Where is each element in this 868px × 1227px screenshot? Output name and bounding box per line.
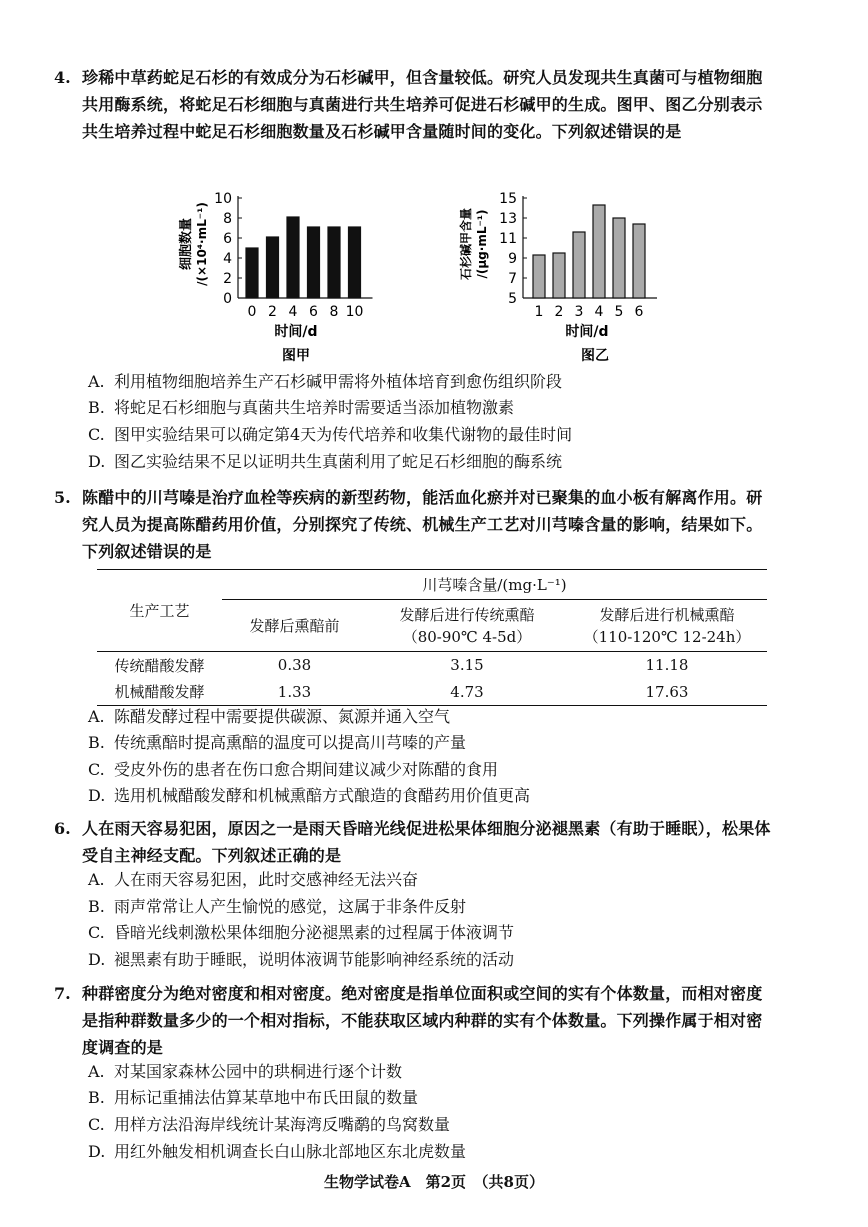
- option-label: A.: [88, 870, 105, 889]
- option-text: 褪黑素有助于睡眠，说明体液调节能影响神经系统的活动: [114, 950, 515, 969]
- option-d: [88, 1141, 466, 1163]
- chart-cell-count: [170, 188, 400, 368]
- row-value: 17.63: [645, 682, 689, 701]
- option-label: B.: [88, 398, 105, 417]
- bar-4: [593, 205, 605, 298]
- row-value: 4.73: [450, 682, 484, 701]
- question-number: 5.: [54, 488, 71, 507]
- y-tick-labels: [499, 191, 517, 307]
- option-d: [88, 451, 562, 473]
- x-axis-title: 时间/d: [274, 324, 318, 340]
- option-label: D.: [88, 950, 106, 969]
- chart-bars: [533, 205, 645, 298]
- question-7: [56, 980, 776, 1061]
- bar-0: [246, 248, 258, 298]
- option-text: 用样方法沿海岸线统计某海湾反嘴鹬的鸟窝数量: [114, 1115, 451, 1134]
- option-label: C.: [88, 425, 105, 444]
- y-axis-title-line1: 石杉碱甲含量: [459, 207, 473, 281]
- option-text: 图甲实验结果可以确定第4天为传代培养和收集代谢物的最佳时间: [114, 425, 573, 444]
- option-label: C.: [88, 923, 105, 942]
- y-axis-title-line1: 细胞数量: [179, 217, 194, 271]
- y-tick-label: 11: [499, 231, 517, 247]
- bar-8: [328, 227, 340, 298]
- row-value: 3.15: [450, 656, 484, 675]
- option-text: 将蛇足石杉细胞与真菌共生培养时需要适当添加植物激素: [114, 398, 515, 417]
- option-text: 昏暗光线刺激松果体细胞分泌褪黑素的过程属于体液调节: [114, 923, 515, 942]
- y-tick-label: 10: [214, 191, 232, 207]
- option-text: 雨声常常让人产生愉悦的感觉，这属于非条件反射: [114, 897, 467, 916]
- col3-line2: （110-120℃ 12-24h）: [583, 627, 751, 646]
- option-a: [88, 1061, 402, 1083]
- option-label: C.: [88, 760, 105, 779]
- y-tick-label: 6: [223, 231, 232, 247]
- question-number: 6.: [54, 819, 71, 838]
- question-number: 4.: [54, 68, 71, 87]
- bar-10: [349, 227, 361, 298]
- question-stem: 陈醋中的川芎嗪是治疗血栓等疾病的新型药物，能活血化瘀并对已聚集的血小板有解离作用。研究人员为提高陈醋药用价值，分别探究了传统、机械生产工艺对川芎嗪含量的影响，结果如下。下列叙述错误的是: [82, 488, 763, 561]
- option-c: [88, 1114, 450, 1136]
- question-stem: 人在雨天容易犯困，原因之一是雨天昏暗光线促进松果体细胞分泌褪黑素（有助于睡眠），松果体受自主神经支配。下列叙述正确的是: [82, 819, 771, 865]
- y-tick-label: 5: [508, 291, 517, 307]
- question-stem: 珍稀中草药蛇足石杉的有效成分为石杉碱甲，但含量较低。研究人员发现共生真菌可与植物细胞共用酶系统，将蛇足石杉细胞与真菌进行共生培养可促进石杉碱甲的生成。图甲、图乙分别表示共生培养过程中蛇足石杉细胞数量及石杉碱甲含量随时间的变化。下列叙述错误的是: [82, 68, 763, 141]
- option-label: B.: [88, 897, 105, 916]
- x-tick-label: 3: [574, 304, 584, 320]
- x-tick-label: 5: [614, 304, 624, 320]
- table-header-col1: 发酵后熏醅前: [249, 617, 340, 635]
- y-tick-label: 9: [508, 251, 517, 267]
- col2-line2: （80-90℃ 4-5d）: [402, 627, 532, 646]
- y-tick-label: 2: [223, 271, 232, 287]
- option-text: 图乙实验结果不足以证明共生真菌利用了蛇足石杉细胞的酶系统: [114, 452, 563, 471]
- option-c: [88, 759, 498, 781]
- bar-5: [613, 218, 625, 298]
- x-tick-label: 4: [288, 304, 298, 320]
- x-tick-label: 2: [554, 304, 564, 320]
- table-header-process: 生产工艺: [129, 602, 190, 620]
- option-b: [88, 896, 466, 918]
- option-text: 传统熏醅时提高熏醅的温度可以提高川芎嗪的产量: [114, 733, 467, 752]
- row-value: 1.33: [277, 682, 312, 701]
- x-tick-label: 2: [268, 304, 277, 320]
- y-tick-label: 4: [223, 251, 232, 267]
- question-4: [56, 64, 776, 145]
- y-tick-label: 7: [508, 271, 517, 287]
- table-header-row: [97, 570, 767, 600]
- option-label: D.: [88, 1142, 106, 1161]
- option-c: [88, 424, 572, 446]
- option-label: A.: [88, 707, 105, 726]
- y-tick-label: 0: [223, 291, 232, 307]
- row-name: 传统醋酸发酵: [114, 656, 205, 675]
- x-tick-label: 6: [634, 304, 644, 320]
- chart-caption: 图乙: [581, 348, 609, 364]
- chart-huperzine-content: [455, 188, 685, 368]
- bar-3: [573, 232, 585, 298]
- option-c: [88, 922, 514, 944]
- col3-line1: 发酵后进行机械熏醅: [599, 605, 735, 624]
- option-text: 选用机械醋酸发酵和机械熏醅方式酿造的食醋药用价值更高: [114, 786, 531, 805]
- option-d: [88, 949, 514, 971]
- y-axis-title: [178, 202, 209, 286]
- option-text: 人在雨天容易犯困，此时交感神经无法兴奋: [114, 870, 419, 889]
- option-label: B.: [88, 733, 105, 752]
- bar-6: [308, 227, 320, 298]
- y-tick-label: 13: [499, 211, 517, 227]
- y-tick-labels: [214, 191, 232, 307]
- option-text: 受皮外伤的患者在伤口愈合期间建议减少对陈醋的食用: [114, 760, 499, 779]
- table-header-col3: [567, 600, 767, 652]
- option-b: [88, 397, 514, 419]
- question-6: [56, 815, 776, 869]
- y-tick-label: 15: [499, 191, 517, 207]
- option-label: A.: [88, 372, 105, 391]
- bar-1: [533, 255, 545, 298]
- y-tick-label: 8: [223, 211, 232, 227]
- chart-bars: [246, 217, 361, 298]
- bar-2: [267, 237, 279, 298]
- option-a: [88, 706, 450, 728]
- option-text: 对某国家森林公园中的珙桐进行逐个计数: [114, 1062, 403, 1081]
- table-row: [97, 652, 767, 679]
- table-header-group: 川芎嗪含量/(mg·L⁻¹): [222, 570, 767, 600]
- chart-caption: 图甲: [282, 348, 310, 364]
- x-tick-labels: [248, 304, 364, 320]
- x-tick-label: 1: [534, 304, 544, 320]
- y-axis-title: [458, 208, 489, 280]
- option-a: [88, 869, 418, 891]
- option-text: 用红外触发相机调查长白山脉北部地区东北虎数量: [114, 1142, 467, 1161]
- data-table: [97, 569, 767, 706]
- option-b: [88, 732, 466, 754]
- x-tick-labels: [535, 304, 644, 320]
- question-stem: 种群密度分为绝对密度和相对密度。绝对密度是指单位面积或空间的实有个体数量，而相对密度是指种群数量多少的一个相对指标，不能获取区域内种群的实有个体数量。下列操作属于相对密度调查的是: [82, 984, 763, 1057]
- col2-line1: 发酵后进行传统熏醅: [399, 605, 535, 624]
- bar-2: [553, 253, 565, 298]
- bar-6: [633, 224, 645, 298]
- option-label: D.: [88, 452, 106, 471]
- option-label: B.: [88, 1088, 105, 1107]
- x-tick-label: 8: [329, 304, 339, 320]
- option-label: D.: [88, 786, 106, 805]
- option-a: [88, 371, 562, 393]
- option-label: C.: [88, 1115, 105, 1134]
- option-b: [88, 1087, 418, 1109]
- question-5: [56, 484, 776, 565]
- bar-4: [287, 217, 299, 298]
- option-text: 用标记重捕法估算某草地中布氏田鼠的数量: [114, 1088, 419, 1107]
- option-d: [88, 785, 530, 807]
- y-axis-title-line2: /(μg·mL⁻¹): [475, 209, 489, 279]
- y-axis-title-line2: /(×10⁴·mL⁻¹): [195, 202, 209, 286]
- x-tick-label: 6: [309, 304, 318, 320]
- table-row: [97, 679, 767, 706]
- page-footer: 生物学试卷A 第2页 （共8页）: [323, 1173, 544, 1191]
- option-text: 陈醋发酵过程中需要提供碳源、氮源并通入空气: [114, 707, 451, 726]
- table-header-col2: [367, 600, 567, 652]
- question-number: 7.: [54, 984, 71, 1003]
- x-tick-label: 0: [247, 304, 257, 320]
- option-label: A.: [88, 1062, 105, 1081]
- x-tick-label: 10: [345, 304, 364, 320]
- row-value: 0.38: [277, 656, 312, 675]
- row-value: 11.18: [645, 656, 689, 675]
- row-name: 机械醋酸发酵: [114, 683, 205, 702]
- option-text: 利用植物细胞培养生产石杉碱甲需将外植体培育到愈伤组织阶段: [114, 372, 563, 391]
- x-axis-title: 时间/d: [565, 324, 609, 340]
- x-tick-label: 4: [594, 304, 604, 320]
